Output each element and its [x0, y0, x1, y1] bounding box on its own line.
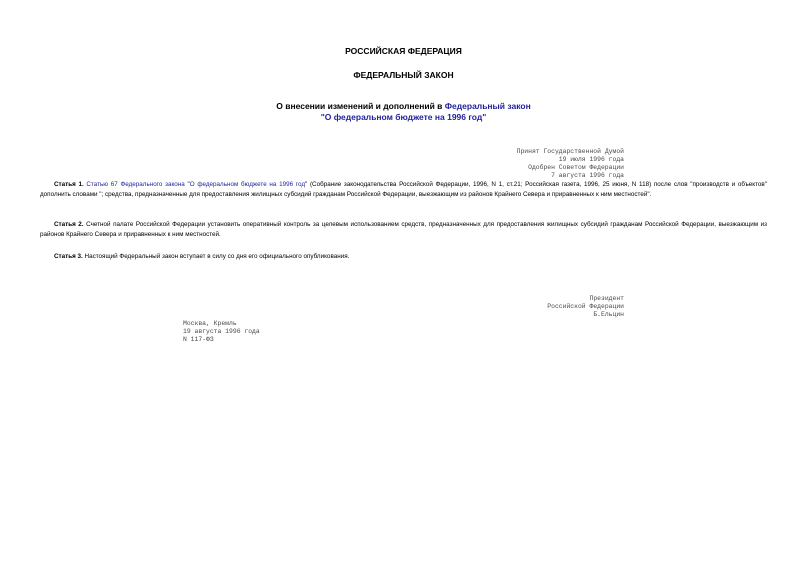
law-type-heading: ФЕДЕРАЛЬНЫЙ ЗАКОН: [353, 70, 454, 80]
article-1-label: Статья 1.: [54, 181, 84, 188]
title-federal-law-link[interactable]: Федеральный закон: [444, 101, 531, 111]
article-2-label: Статья 2.: [54, 221, 84, 228]
law-number: N 117-ФЗ: [183, 336, 214, 343]
signature-name: Б.Ельцин: [593, 311, 624, 318]
title-prefix: О внесении изменений и дополнений в: [276, 101, 445, 111]
article-3-label: Статья 3.: [54, 253, 83, 260]
article-1: [40, 180, 767, 200]
title-budget-law-link[interactable]: "О федеральном бюджете на 1996 год": [320, 112, 487, 122]
signature-country: Российской Федерации: [547, 303, 624, 310]
law-title: [0, 101, 807, 123]
article-2: [40, 220, 767, 240]
budget-law-link[interactable]: О федеральном бюджете на 1996 год: [189, 181, 306, 188]
article-1-quote: ": [184, 181, 190, 188]
place: Москва, Кремль: [183, 320, 237, 327]
article-2-text: Счетной палате Российской Федерации установить оперативный контроль за целевым использованием средств, предназначенных для предоставления жилищных субсидий гражданам Российской Федерации, выезжающим из районов Крайнего Севера и приравненных к ним местностей.: [40, 221, 768, 238]
article-1-text: " (Собрание законодательства Российской Федерации, 1996, N 1, ст.21; Российская газета, 1996, 25 июня, N 118) после слов "производств и объектов" дополнить словами "; средства, предназначенные для предоставления жилищных субсидий гражданам Российской Федерации, выезжающим из районов Крайнего Севера и приравненных к ним местностей".: [40, 181, 767, 198]
signing-date: 19 августа 1996 года: [183, 328, 260, 335]
article-3: [40, 252, 767, 262]
approved-council-date: 7 августа 1996 года: [551, 172, 624, 179]
article-3-text: Настоящий Федеральный закон вступает в силу со дня его официального опубликования.: [84, 253, 350, 260]
federation-heading: РОССИЙСКАЯ ФЕДЕРАЦИЯ: [345, 46, 462, 56]
signature-title: Президент: [589, 295, 624, 302]
signature-block: [547, 295, 624, 319]
article-67-link[interactable]: Статью 67 Федерального закона: [86, 181, 185, 188]
place-date-block: [183, 320, 260, 344]
approved-council: Одобрен Советом Федерации: [528, 164, 624, 171]
adopted-duma: Принят Государственной Думой: [516, 148, 624, 155]
adoption-info: [517, 148, 624, 180]
adopted-duma-date: 19 июля 1996 года: [558, 156, 624, 163]
